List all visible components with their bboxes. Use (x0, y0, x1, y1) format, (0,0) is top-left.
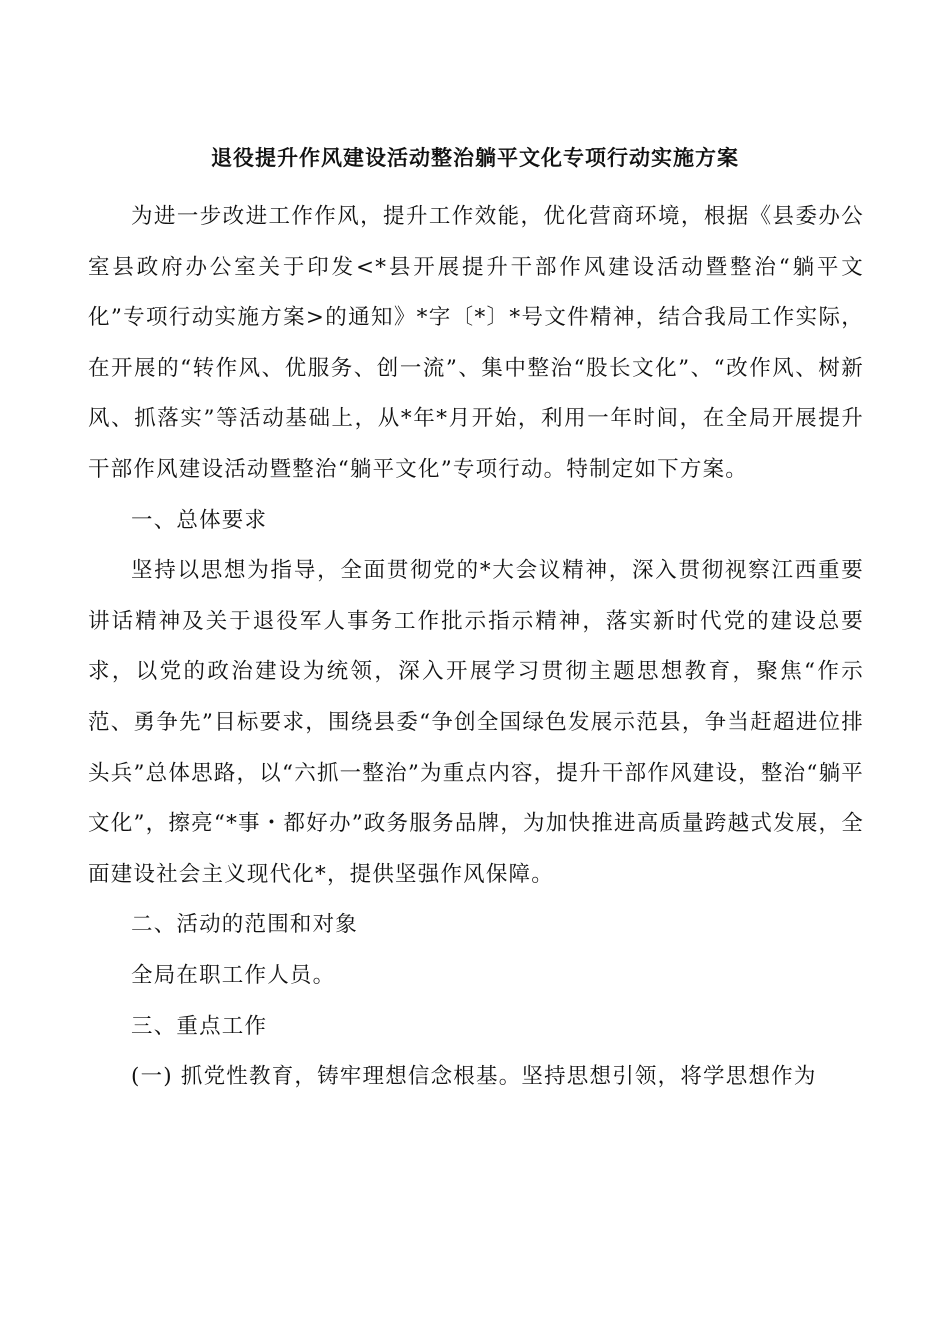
section-heading-general-requirements: 一、总体要求 (131, 507, 268, 533)
scope-paragraph: 全局在职工作人员。 (131, 962, 336, 988)
general-requirements-paragraph: 坚持以思想为指导，全面贯彻党的*大会议精神，深入贯彻视察江西重要讲话精神及关于退役军人事务工作批示指示精神，落实新时代党的建设总要求，以党的政治建设为统领，深入开展学习贯彻主题思想教育，聚焦“作示范、勇争先”目标要求，围绕县委“争创全国绿色发展示范县，争当赶超进位排头兵”总体思路，以“六抓一整治”为重点内容，提升干部作风建设，整治“躺平文化”，擦亮“*事・都好办”政务服务品牌，为加快推进高质量跨越式发展，全面建设社会主义现代化*，提供坚强作风保障。 (88, 558, 864, 887)
key-work-paragraph: (一) 抓党性教育，铸牢理想信念根基。坚持思想引领，将学思想作为 (131, 1064, 817, 1090)
document-body (88, 192, 864, 1103)
intro-paragraph: 为进一步改进工作作风，提升工作效能，优化营商环境，根据《县委办公室县政府办公室关于印发<*县开展提升干部作风建设活动暨整治“躺平文化”专项行动实施方案>的通知》*字〔*〕*号文件精神，结合我局工作实际，在开展的“转作风、优服务、创一流”、集中整治“股长文化”、“改作风、树新风、抓落实”等活动基础上，从*年*月开始，利用一年时间，在全局开展提升干部作风建设活动暨整治“躺平文化”专项行动。特制定如下方案。 (88, 204, 864, 482)
section-heading-scope: 二、活动的范围和对象 (131, 912, 359, 938)
section-heading-key-work: 三、重点工作 (131, 1013, 268, 1039)
document-title: 退役提升作风建设活动整治躺平文化专项行动实施方案 (211, 146, 739, 170)
